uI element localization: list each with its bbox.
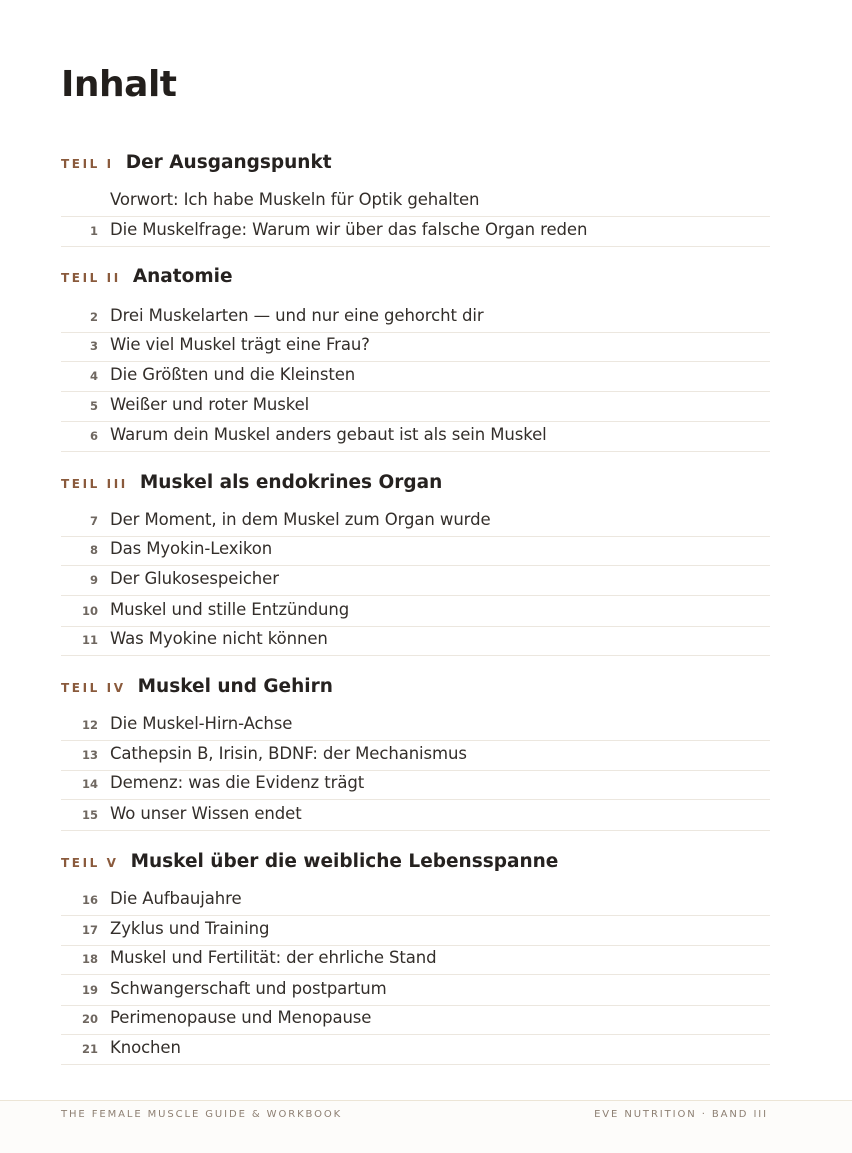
chapter-title: Die Muskelfrage: Warum wir über das falsche Organ reden: [110, 220, 588, 239]
toc-entry-17[interactable]: [61, 916, 770, 946]
chapter-title: Demenz: was die Evidenz trägt: [110, 773, 365, 792]
chapter-title: Die Größten und die Kleinsten: [110, 365, 356, 384]
chapter-title: Knochen: [110, 1038, 181, 1057]
chapter-number: 11: [81, 633, 98, 647]
part-label: TEIL V: [61, 856, 119, 870]
toc-entry-6[interactable]: [61, 422, 770, 452]
toc-entry-16[interactable]: [61, 886, 770, 916]
chapter-number: 12: [81, 718, 98, 732]
chapter-title: Wo unser Wissen endet: [110, 804, 302, 823]
chapter-number: 18: [81, 952, 98, 966]
part-title: Muskel über die weibliche Lebensspanne: [130, 851, 559, 872]
chapter-title: Der Moment, in dem Muskel zum Organ wurde: [110, 510, 491, 529]
chapter-title: Die Muskel-Hirn-Achse: [110, 714, 293, 733]
part-header-5: [61, 851, 558, 881]
part-label: TEIL II: [61, 271, 121, 285]
chapter-number: 7: [89, 514, 98, 528]
toc-entry-8[interactable]: [61, 536, 770, 566]
toc-entry-18[interactable]: [61, 945, 770, 975]
toc-entry-15[interactable]: [61, 801, 770, 831]
chapter-number: 21: [81, 1042, 98, 1056]
toc-entry-20[interactable]: [61, 1005, 770, 1035]
part-title: Muskel als endokrines Organ: [139, 472, 443, 493]
toc-entry-11[interactable]: [61, 626, 770, 656]
chapter-title: Was Myokine nicht können: [110, 629, 328, 648]
chapter-number: 15: [81, 808, 98, 822]
chapter-number: 13: [81, 748, 98, 762]
part-title: Der Ausgangspunkt: [125, 152, 332, 173]
chapter-number: 16: [81, 893, 98, 907]
chapter-number: 5: [89, 399, 98, 413]
chapter-title: Weißer und roter Muskel: [110, 395, 310, 414]
page-footer: [0, 1100, 852, 1153]
toc-entry-12[interactable]: [61, 711, 770, 741]
toc-entry-14[interactable]: [61, 770, 770, 800]
part-header-2: [61, 266, 233, 296]
chapter-title: Das Myokin-Lexikon: [110, 539, 273, 558]
chapter-title: Wie viel Muskel trägt eine Frau?: [110, 335, 370, 354]
chapter-number: 8: [89, 543, 98, 557]
chapter-number: 20: [81, 1012, 98, 1026]
chapter-title: Schwangerschaft und postpartum: [110, 979, 387, 998]
chapter-number: 1: [89, 224, 98, 238]
chapter-number: 17: [81, 923, 98, 937]
toc-entry-19[interactable]: [61, 976, 770, 1006]
part-title: Muskel und Gehirn: [137, 676, 333, 697]
chapter-number: 19: [81, 983, 98, 997]
footer-series: EVE NUTRITION · BAND III: [594, 1109, 768, 1120]
chapter-number: 2: [89, 310, 98, 324]
toc-entry-3[interactable]: [61, 332, 770, 362]
chapter-number: 4: [89, 369, 98, 383]
part-header-1: [61, 152, 332, 182]
footer-book-title: THE FEMALE MUSCLE GUIDE & WORKBOOK: [61, 1109, 343, 1120]
chapter-title: Vorwort: Ich habe Muskeln für Optik gehalten: [110, 190, 480, 209]
chapter-title: Die Aufbaujahre: [110, 889, 242, 908]
chapter-title: Cathepsin B, Irisin, BDNF: der Mechanismus: [110, 744, 467, 763]
toc-entry-13[interactable]: [61, 741, 770, 771]
part-header-4: [61, 676, 333, 706]
toc-entry-9[interactable]: [61, 566, 770, 596]
chapter-title: Zyklus und Training: [110, 919, 270, 938]
chapter-title: Muskel und Fertilität: der ehrliche Stand: [110, 948, 437, 967]
chapter-number: 6: [89, 429, 98, 443]
chapter-title: Der Glukosespeicher: [110, 569, 279, 588]
toc-entry-5[interactable]: [61, 392, 770, 422]
toc-entry-preface[interactable]: [61, 187, 770, 217]
toc-entry-2[interactable]: [61, 303, 770, 333]
part-header-3: [61, 472, 442, 502]
part-label: TEIL I: [61, 157, 114, 171]
toc-entry-4[interactable]: [61, 362, 770, 392]
chapter-number: 10: [81, 604, 98, 618]
part-label: TEIL IV: [61, 681, 126, 695]
chapter-number: 3: [89, 339, 98, 353]
chapter-title: Drei Muskelarten — und nur eine gehorcht dir: [110, 306, 484, 325]
page-title: Inhalt: [61, 64, 177, 105]
part-title: Anatomie: [132, 266, 233, 287]
chapter-number: 9: [89, 573, 98, 587]
chapter-title: Perimenopause und Menopause: [110, 1008, 372, 1027]
chapter-title: Warum dein Muskel anders gebaut ist als sein Muskel: [110, 425, 547, 444]
part-label: TEIL III: [61, 477, 128, 491]
toc-entry-10[interactable]: [61, 597, 770, 627]
toc-entry-1[interactable]: [61, 217, 770, 247]
chapter-title: Muskel und stille Entzündung: [110, 600, 350, 619]
toc-entry-21[interactable]: [61, 1035, 770, 1065]
chapter-number: 14: [81, 777, 98, 791]
toc-entry-7[interactable]: [61, 507, 770, 537]
